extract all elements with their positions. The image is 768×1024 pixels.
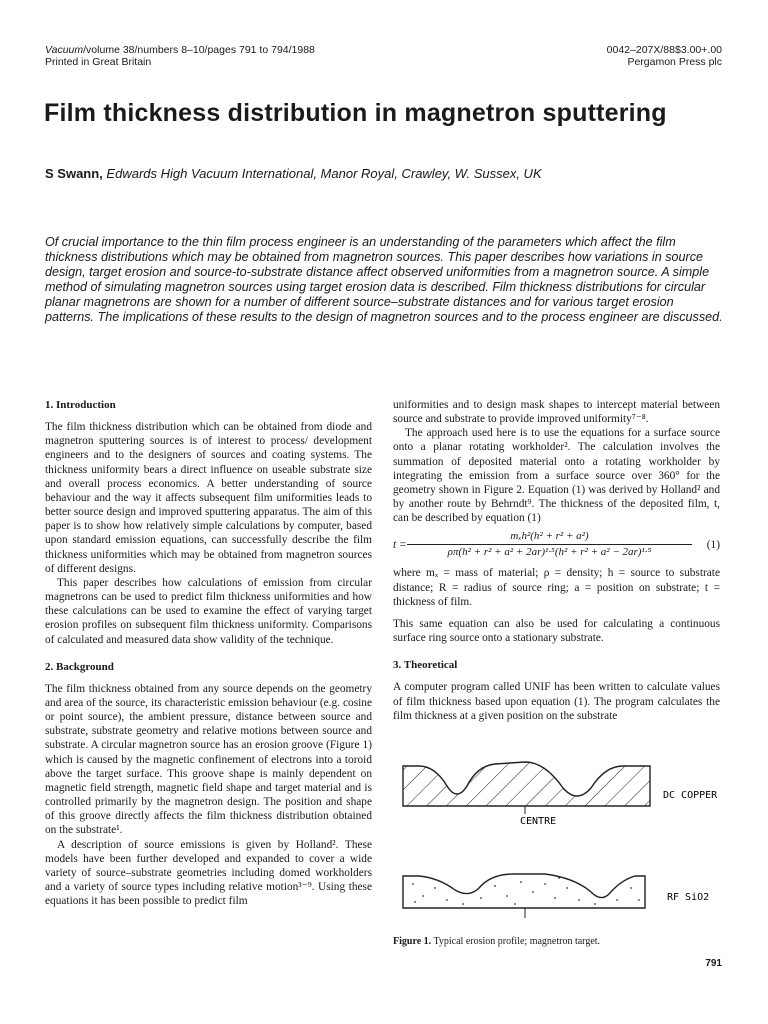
equation-fraction [407, 529, 692, 560]
left-column [45, 398, 372, 908]
right-column [393, 398, 720, 723]
equation-numerator: mₓh²(h² + r² + a²) [407, 529, 692, 545]
printed-in: Printed in Great Britain [45, 56, 152, 68]
right-paragraph-3: where mₓ = mass of material; ρ = density; h = source to substrate distance; R = radius of source ring; a = position on substrate; t = thickness of film. [393, 567, 720, 608]
figure-caption-text: Typical erosion profile; magnetron target. [433, 936, 601, 947]
journal-volume: /volume 38/numbers 8–10/pages 791 to 794/1988 [83, 44, 315, 56]
author-line [45, 166, 542, 181]
section-heading-background: 2. Background [45, 660, 114, 673]
label-rf-sio2: RF SiO2 [667, 892, 710, 903]
abstract: Of crucial importance to the thin film process engineer is an understanding of the parameters which affect the film thickness distributions which may be obtained from magnetron sources. This paper describes how variations in source design, target erosion and source-to-substrate distance affect observed uniformities from a magnetron source. A simple method of simulating magnetron sources using target erosion data is described. Film thickness distributions for circular planar magnetrons are shown for a number of different source–substrate distances and for various target erosion patterns. The implications of these results to the design of magnetron sources and to the process engineer are discussed. [45, 235, 723, 324]
author-affiliation: Edwards High Vacuum International, Manor Royal, Crawley, W. Sussex, UK [106, 166, 542, 181]
page-number: 791 [705, 958, 722, 969]
journal-name: Vacuum [45, 44, 84, 56]
author-name: S Swann, [45, 166, 103, 181]
rf-sio2-target [403, 874, 645, 918]
section-heading-introduction: 1. Introduction [45, 399, 116, 411]
paper-title: Film thickness distribution in magnetron sputtering [44, 99, 667, 127]
label-dc-copper: DC COPPER [663, 790, 718, 801]
equation-number: (1) [706, 538, 720, 551]
figure-caption-number: Figure 1. [393, 936, 432, 947]
intro-paragraph-1: The film thickness distribution which can be obtained from diode and magnetron sputtering sources is of interest to process/ development engineers and to the designers of sources and coating systems. The thickness uniformity bears a direct influence on useable substrate size and overall process economics. A better understanding of source behaviour and the way it affects subsequent film uniformities leads to better source design and improved sputtering apparatus. The aim of this paper is to show how relatively simple calculations by computer, based upon standard emission equations, can successfully describe the film thickness uniformities which may be obtained from magnetron sources of different designs. [45, 421, 372, 575]
equation-lhs: t = [393, 538, 407, 551]
figure-1-erosion-profile [395, 758, 725, 938]
background-paragraph-2: A description of source emissions is given by Holland². These models have been further developed and expanded to cover a wide variety of source–substrate geometries including domed workholders and a variety of source types including relative motion³⁻⁹. Using these equations it has been possible to predict film [45, 838, 372, 908]
equation-1 [393, 529, 720, 560]
figure-1-caption [393, 936, 600, 947]
right-paragraph-5: A computer program called UNIF has been written to calculate values of film thickness based upon equation (1). The program calculates the film thickness at a given position on the substrate [393, 681, 720, 722]
right-paragraph-1: uniformities and to design mask shapes to intercept material between source and substrate to provide improved uniformity⁷⁻⁸. [393, 399, 720, 426]
publisher-name: Pergamon Press plc [627, 56, 722, 68]
equation-denominator: ρπ(h² + r² + a² + 2ar)¹·⁵(h² + r² + a² − 2ar)¹·⁵ [447, 546, 652, 559]
issn-code: 0042–207X/88$3.00+.00 [606, 44, 722, 56]
journal-header [45, 44, 315, 68]
right-paragraph-4: This same equation can also be used for calculating a continuous surface ring source onto a stationary substrate. [393, 617, 720, 645]
right-paragraph-2: The approach used here is to use the equations for a surface source onto a planar rotating workholder². The calculation involves the summation of deposited material onto a rotating workholder by integrating the emission from a surface source over 360° for the geometry shown in Figure 2. Equation (1) was derived by Holland² and by another route by Behrndt⁹. The thickness of the deposited film, t, can be described by equation (1) [393, 427, 720, 525]
background-paragraph-1: The film thickness obtained from any source depends on the geometry and area of the source, its characteristic emission behaviour (e.g. cosine or point source), the ambient pressure, distance between source and substrate, substrate geometry and relative motions between source and substrate. A circular magnetron source has an erosion groove (Figure 1) which is caused by the magnetic confinement of electrons into a toroid above the target surface. This groove shape is mainly dependent on magnetic field strength, magnetic field shape and target material and is controlled primarily by the magnetron design. The position and shape of this groove directly affects the film thickness distribution obtained on the substrate¹. [45, 682, 372, 837]
section-heading-theoretical: 3. Theoretical [393, 659, 458, 672]
publisher-header [607, 44, 722, 68]
intro-paragraph-2: This paper describes how calculations of emission from circular magnetrons can be used to predict film thickness uniformities and how these calculations can be used to examine the effect of varying target erosion profiles on subsequent film thickness uniformity. Comparisons of calculated and measured data show validity of the technique. [45, 576, 372, 646]
dc-copper-target [403, 762, 650, 814]
label-centre: CENTRE [520, 816, 557, 827]
